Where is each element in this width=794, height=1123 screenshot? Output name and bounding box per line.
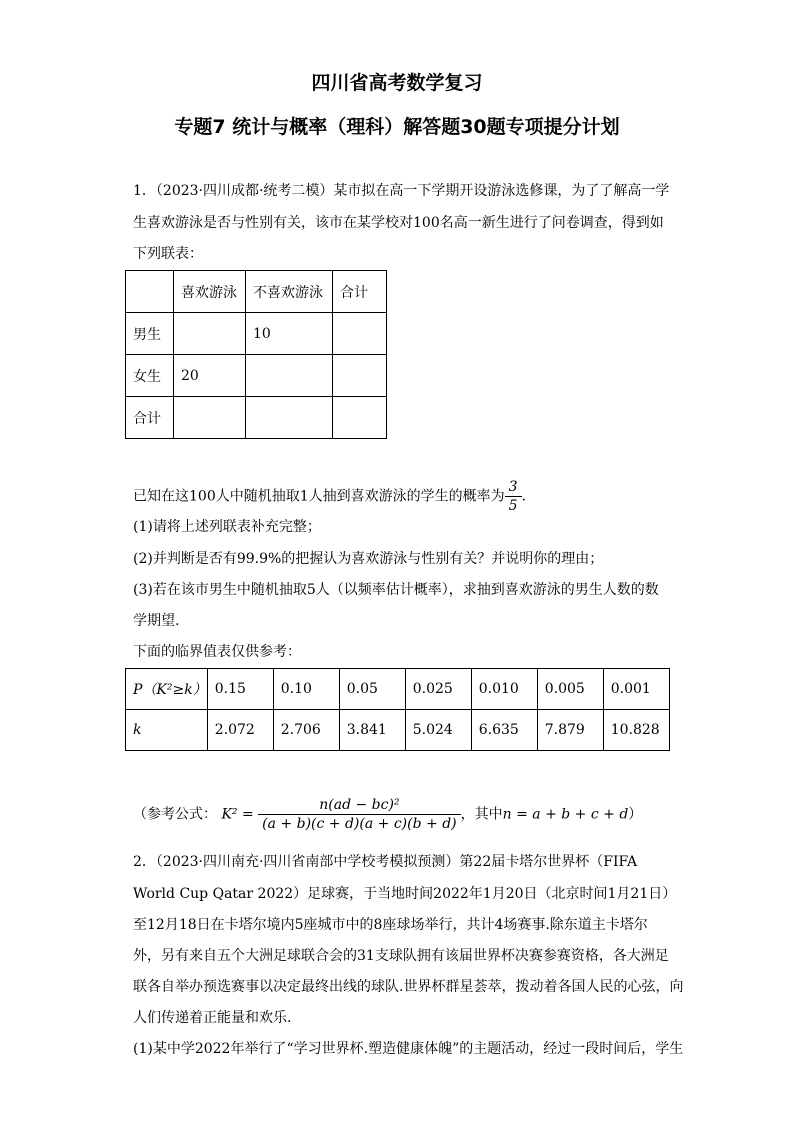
table-cell: 3.841 [339,710,405,751]
table-row [126,397,387,439]
q1-probability-text: 已知在这100人中随机抽取1人抽到喜欢游泳的学生的概率为 [133,488,505,505]
table-cell: 0.10 [273,669,339,710]
table-cell: 女生 [126,355,174,397]
table-row [126,355,387,397]
table-cell: 5.024 [405,710,471,751]
table-cell: 0.05 [339,669,405,710]
contingency-table [125,270,387,439]
formula-lhs: K² = [221,806,254,823]
formula-close: ） [628,806,643,823]
table-cell: 20 [174,355,246,397]
fraction [505,478,522,515]
table-row [126,271,387,313]
table-row [126,710,670,751]
q1-text-line-1: 1．（2023·四川成都·统考二模）某市拟在高一下学期开设游泳选修课，为了了解高一学 [133,183,670,199]
q1-text-line-2: 生喜欢游泳是否与性别有关，该市在某学校对100名高一新生进行了问卷调查，得到如 [133,215,664,231]
table-cell: k [126,710,208,751]
table-cell: 10 [246,313,333,355]
q1-part-3-line-2: 学期望. [133,613,180,629]
table-cell [333,355,387,397]
table-cell: 不喜欢游泳 [246,271,333,313]
table-cell [333,313,387,355]
q1-probability-line [133,478,673,515]
table-cell: 0.15 [207,669,273,710]
table-cell: 合计 [126,397,174,439]
page-title: 四川省高考数学复习 [311,72,483,94]
table-cell [246,397,333,439]
formula-fraction [258,796,460,833]
table-cell: 10.828 [603,710,669,751]
critical-value-table [125,668,670,751]
table-cell [333,397,387,439]
formula-n-definition: n = a + b + c + d [502,806,629,823]
formula-prefix: （参考公式： [133,806,217,823]
table-cell [174,313,246,355]
table-cell: 6.635 [471,710,537,751]
table-cell [246,355,333,397]
q2-text-line-7: (1)某中学2022年举行了“学习世界杯.塑造健康体魄”的主题活动，经过一段时间后，学生 [133,1041,684,1057]
q2-text-line-5: 联各自举办预选赛事以决定最终出线的球队.世界杯群星荟萃，拨动着各国人民的心弦，向 [133,979,684,995]
table-cell: 男生 [126,313,174,355]
q2-text-line-4: 外，另有来自五个大洲足球联合会的31支球队拥有该届世界杯决赛参赛资格，各大洲足 [133,948,669,964]
fraction-denominator: 5 [508,498,518,514]
q2-text-line-1: 2．（2023·四川南充·四川省南部中学校考模拟预测）第22届卡塔尔世界杯（FIFA [133,854,638,870]
q2-text-line-2: World Cup Qatar 2022）足球赛，于当地时间2022年1月20日（北京时间1月21日） [133,886,677,902]
table-cell: 0.025 [405,669,471,710]
q1-part-1: (1)请将上述列联表补充完整； [133,519,321,535]
table-cell: 喜欢游泳 [174,271,246,313]
q1-reference-intro: 下面的临界值表仅供参考： [133,644,301,660]
fraction-numerator: 3 [505,478,522,497]
period: . [521,488,527,505]
table-cell: 2.072 [207,710,273,751]
q1-reference-formula [133,796,693,833]
table-cell: 2.706 [273,710,339,751]
q1-part-2: (2)并判断是否有99.9%的把握认为喜欢游泳与性别有关？并说明你的理由； [133,551,604,567]
table-cell: P（K²≥k） [126,669,208,710]
q2-text-line-6: 人们传递着正能量和欢乐. [133,1010,292,1026]
table-row [126,669,670,710]
q1-text-line-3: 下列联表： [133,246,203,262]
table-cell: 0.001 [603,669,669,710]
table-cell: 合计 [333,271,387,313]
page-subtitle: 专题7 统计与概率（理科）解答题30题专项提分计划 [174,116,620,138]
formula-numerator: n(ad − bc)² [258,796,460,815]
table-cell: 0.005 [537,669,603,710]
formula-denominator: (a + b)(c + d)(a + c)(b + d) [262,816,457,832]
table-cell: 0.010 [471,669,537,710]
q2-text-line-3: 至12月18日在卡塔尔境内5座城市中的8座球场举行，共计4场赛事.除东道主卡塔尔 [133,917,648,933]
q1-part-3-line-1: (3)若在该市男生中随机抽取5人（以频率估计概率），求抽到喜欢游泳的男生人数的数 [133,582,659,598]
table-cell [126,271,174,313]
table-row [126,313,387,355]
table-cell: 7.879 [537,710,603,751]
table-cell [174,397,246,439]
formula-suffix: ，其中 [460,806,503,823]
